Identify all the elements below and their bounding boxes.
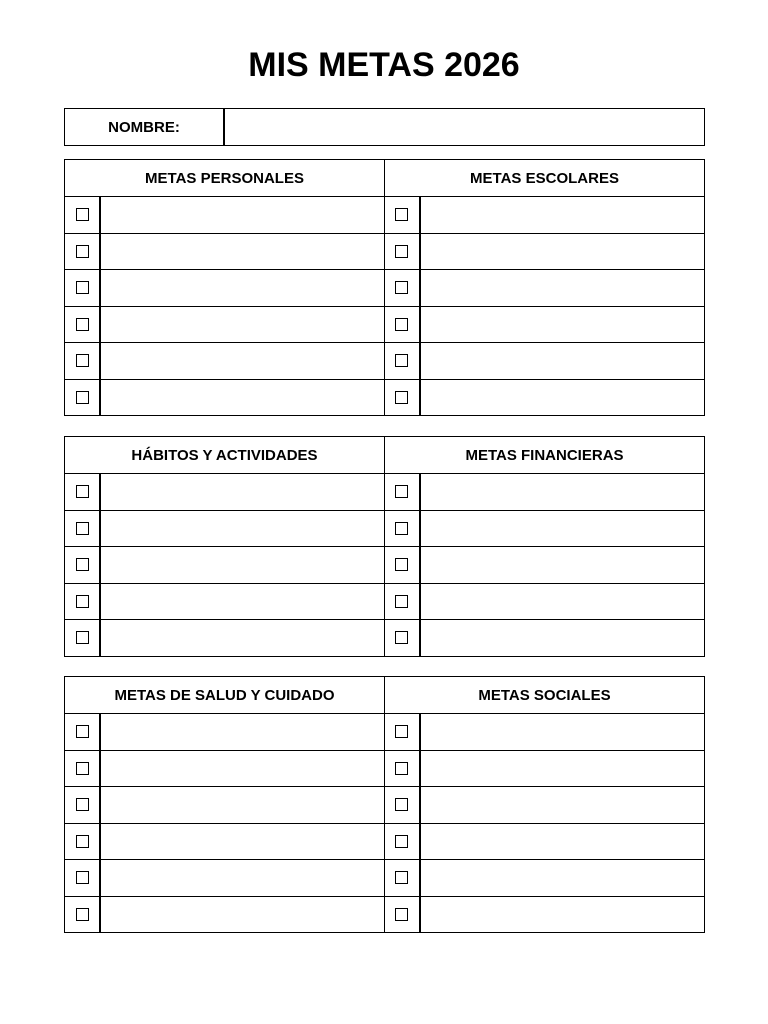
goal-row [65,379,704,415]
goal-entry-right[interactable] [420,197,705,234]
goal-entry-left[interactable] [100,379,385,415]
checkbox-cell-left [65,620,100,656]
goal-entry-left[interactable] [100,270,385,307]
goal-entry-right[interactable] [420,583,705,620]
checkbox-cell-left [65,750,100,787]
goal-row [65,233,704,270]
checkbox-empty-icon[interactable] [395,762,408,775]
goal-row [65,714,704,751]
checkbox-cell-right [385,583,420,620]
checkbox-cell-right [385,510,420,547]
checkbox-cell-left [65,860,100,897]
checkbox-empty-icon[interactable] [76,318,89,331]
checkbox-cell-right [385,896,420,932]
goal-entry-right[interactable] [420,787,705,824]
checkbox-cell-right [385,197,420,234]
goal-row [65,547,704,584]
checkbox-empty-icon[interactable] [76,908,89,921]
goal-entry-left[interactable] [100,547,385,584]
goal-entry-right[interactable] [420,474,705,511]
goal-entry-right[interactable] [420,306,705,343]
checkbox-cell-right [385,343,420,380]
checkbox-empty-icon[interactable] [395,871,408,884]
goal-entry-left[interactable] [100,896,385,932]
goals-table [65,677,704,932]
goal-entry-right[interactable] [420,343,705,380]
checkbox-empty-icon[interactable] [395,485,408,498]
checkbox-empty-icon[interactable] [76,391,89,404]
goal-entry-left[interactable] [100,343,385,380]
checkbox-empty-icon[interactable] [395,908,408,921]
goal-row [65,270,704,307]
checkbox-empty-icon[interactable] [76,762,89,775]
checkbox-empty-icon[interactable] [395,522,408,535]
checkbox-empty-icon[interactable] [76,871,89,884]
section-header-right: METAS ESCOLARES [385,160,705,197]
section-header-left: METAS DE SALUD Y CUIDADO [65,677,385,714]
name-row [64,108,705,146]
checkbox-cell-left [65,583,100,620]
checkbox-empty-icon[interactable] [395,835,408,848]
checkbox-empty-icon[interactable] [395,318,408,331]
checkbox-cell-right [385,379,420,415]
checkbox-empty-icon[interactable] [395,725,408,738]
goal-entry-left[interactable] [100,510,385,547]
section-health-social [64,676,705,933]
section-personal-school [64,159,705,416]
goal-entry-right[interactable] [420,547,705,584]
checkbox-empty-icon[interactable] [76,631,89,644]
goal-row [65,860,704,897]
checkbox-cell-left [65,270,100,307]
checkbox-empty-icon[interactable] [395,798,408,811]
page-title: MIS METAS 2026 [248,46,520,84]
checkbox-cell-right [385,750,420,787]
section-header-left: METAS PERSONALES [65,160,385,197]
goal-entry-right[interactable] [420,750,705,787]
checkbox-empty-icon[interactable] [395,245,408,258]
checkbox-cell-left [65,379,100,415]
section-header-right: METAS FINANCIERAS [385,437,705,474]
checkbox-cell-left [65,787,100,824]
goal-entry-right[interactable] [420,510,705,547]
checkbox-cell-right [385,860,420,897]
section-header-right: METAS SOCIALES [385,677,705,714]
section-header-left: HÁBITOS Y ACTIVIDADES [65,437,385,474]
goal-entry-right[interactable] [420,714,705,751]
checkbox-cell-right [385,823,420,860]
checkbox-empty-icon[interactable] [76,208,89,221]
goal-entry-left[interactable] [100,750,385,787]
goal-row [65,474,704,511]
checkbox-cell-right [385,233,420,270]
checkbox-empty-icon[interactable] [395,595,408,608]
checkbox-cell-left [65,896,100,932]
goal-row [65,620,704,656]
checkbox-cell-right [385,787,420,824]
checkbox-cell-right [385,270,420,307]
goals-table [65,160,704,415]
goal-entry-left[interactable] [100,787,385,824]
checkbox-cell-right [385,547,420,584]
checkbox-cell-right [385,306,420,343]
checkbox-cell-right [385,474,420,511]
goal-entry-left[interactable] [100,823,385,860]
goal-row [65,787,704,824]
checkbox-cell-left [65,510,100,547]
goal-entry-left[interactable] [100,583,385,620]
goal-row [65,750,704,787]
checkbox-empty-icon[interactable] [76,485,89,498]
checkbox-empty-icon[interactable] [76,798,89,811]
name-label: NOMBRE: [65,109,225,145]
checkbox-cell-right [385,714,420,751]
checkbox-empty-icon[interactable] [395,354,408,367]
checkbox-empty-icon[interactable] [76,595,89,608]
checkbox-empty-icon[interactable] [395,631,408,644]
goals-table [65,437,704,656]
goal-entry-right[interactable] [420,620,705,656]
goal-entry-right[interactable] [420,233,705,270]
checkbox-cell-left [65,197,100,234]
checkbox-empty-icon[interactable] [395,558,408,571]
checkbox-cell-left [65,714,100,751]
checkbox-cell-left [65,547,100,584]
goal-row [65,896,704,932]
goal-entry-right[interactable] [420,823,705,860]
goal-row [65,510,704,547]
checkbox-empty-icon[interactable] [76,558,89,571]
goal-entry-left[interactable] [100,306,385,343]
goal-entry-left[interactable] [100,714,385,751]
goal-row [65,823,704,860]
checkbox-cell-left [65,823,100,860]
goal-row [65,197,704,234]
checkbox-empty-icon[interactable] [395,208,408,221]
goal-entry-left[interactable] [100,474,385,511]
goal-row [65,343,704,380]
goal-entry-left[interactable] [100,233,385,270]
goal-row [65,583,704,620]
goal-entry-right[interactable] [420,379,705,415]
goal-row [65,306,704,343]
checkbox-cell-left [65,306,100,343]
goal-entry-left[interactable] [100,197,385,234]
goal-entry-right[interactable] [420,860,705,897]
checkbox-cell-left [65,474,100,511]
checkbox-empty-icon[interactable] [76,245,89,258]
checkbox-empty-icon[interactable] [76,725,89,738]
checkbox-empty-icon[interactable] [395,281,408,294]
goal-entry-left[interactable] [100,860,385,897]
goal-entry-left[interactable] [100,620,385,656]
goal-entry-right[interactable] [420,896,705,932]
goal-entry-right[interactable] [420,270,705,307]
checkbox-empty-icon[interactable] [76,281,89,294]
checkbox-cell-left [65,233,100,270]
section-habits-finance [64,436,705,657]
checkbox-cell-right [385,620,420,656]
checkbox-empty-icon[interactable] [395,391,408,404]
checkbox-empty-icon[interactable] [76,354,89,367]
checkbox-cell-left [65,343,100,380]
checkbox-empty-icon[interactable] [76,522,89,535]
checkbox-empty-icon[interactable] [76,835,89,848]
name-field[interactable] [225,109,704,145]
